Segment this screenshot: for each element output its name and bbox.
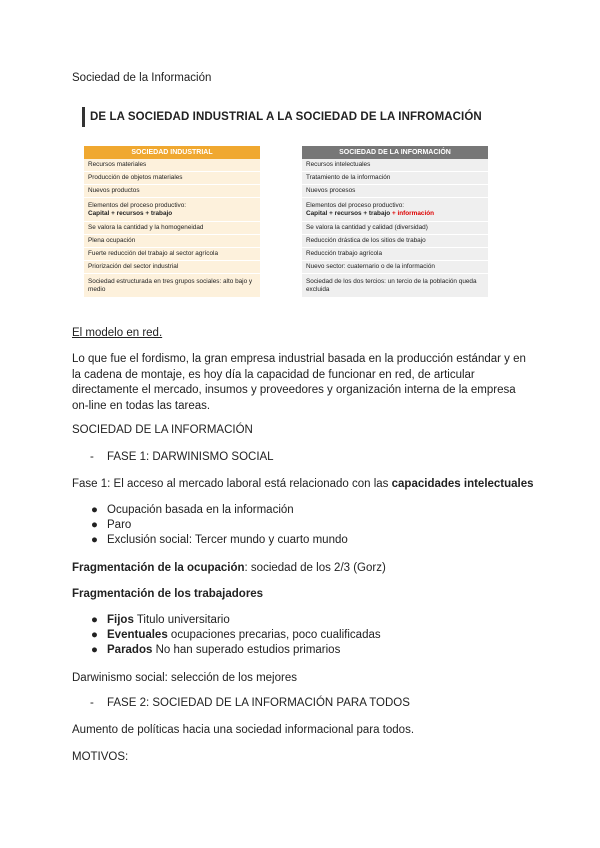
table-cell: Priorización del sector industrial [84,261,260,274]
cell-text: Elementos del proceso productivo: [306,201,405,209]
table-cell: Se valora la cantidad y calidad (diversidad) [302,222,488,235]
title-accent-bar [82,107,85,127]
model-heading: El modelo en red. [72,327,163,339]
list-item [107,629,381,641]
information-society-column [302,146,488,298]
table-cell: Plena ocupación [84,235,260,248]
model-paragraph: Lo que fue el fordismo, la gran empresa industrial basada en la producción estándar y en la cadena de montaje, es hoy día la capacidad de funcionar en red, de articular directamente el mercado, insumos y proveedores y organización interna de la empresa on-line en todas las tareas. [72,353,526,412]
occupation-fragmentation-bold: Fragmentación de la ocupación [72,562,245,574]
bullet-marker: ● [91,519,98,531]
page-title: Sociedad de la Información [72,72,212,84]
workers-fragmentation-heading: Fragmentación de los trabajadores [72,588,264,600]
phase1-bold: capacidades intelectuales [391,478,534,490]
phase1-paragraph [72,477,534,493]
formula-highlight: + información [391,209,435,217]
section-heading: SOCIEDAD DE LA INFORMACIÓN [72,424,253,436]
worker-type: Eventuales [107,629,168,641]
formula-base: Capital + recursos + trabajo [306,209,391,217]
table-cell: Fuerte reducción del trabajo al sector agrícola [84,248,260,261]
worker-type: Parados [107,644,153,656]
table-cell: Recursos materiales [84,159,260,172]
worker-description: Titulo universitario [133,614,230,626]
table-cell: Sociedad estructurada en tres grupos sociales: alto bajo y medio [84,274,260,298]
table-cell: Nuevo sector: cuaternario o de la información [302,261,488,274]
table-cell: Nuevos procesos [302,185,488,198]
figure-title: DE LA SOCIEDAD INDUSTRIAL A LA SOCIEDAD DE LA INFROMACIÓN [90,111,482,123]
comparison-figure [76,101,497,321]
phase2-paragraph: Aumento de políticas hacia una sociedad informacional para todos. [72,724,415,736]
bullet-marker: ● [91,534,98,546]
dash-marker: - [90,697,94,709]
table-cell: Reducción trabajo agrícola [302,248,488,261]
table-cell [302,198,488,222]
list-item: Paro [107,519,132,531]
occupation-fragmentation-text: : sociedad de los 2/3 (Gorz) [244,562,386,574]
cell-formula: Capital + recursos + trabajo [88,209,173,217]
phase1-text: Fase 1: El acceso al mercado laboral está relacionado con las [72,478,389,490]
bullet-marker: ● [91,629,98,641]
phase2-heading: FASE 2: SOCIEDAD DE LA INFORMACIÓN PARA TODOS [107,697,410,709]
table-cell: Se valora la cantidad y la homogeneidad [84,222,260,235]
worker-description: ocupaciones precarias, poco cualificadas [167,629,381,641]
darwinism-text: Darwinismo social: selección de los mejores [72,672,297,684]
bullet-marker: ● [91,644,98,656]
phase1-heading: FASE 1: DARWINISMO SOCIAL [107,451,274,463]
table-cell: Producción de objetos materiales [84,172,260,185]
table-cell: Recursos intelectuales [302,159,488,172]
column-header: SOCIEDAD INDUSTRIAL [84,146,260,159]
worker-description: No han superado estudios primarios [152,644,341,656]
list-item: Exclusión social: Tercer mundo y cuarto mundo [107,534,348,546]
bullet-marker: ● [91,504,98,516]
table-cell [84,198,260,222]
table-cell: Sociedad de los dos tercios: un tercio de la población queda excluida [302,274,488,298]
table-cell: Nuevos productos [84,185,260,198]
industrial-society-column [84,146,260,298]
worker-type: Fijos [107,614,134,626]
dash-marker: - [90,451,94,463]
list-item: Ocupación basada en la información [107,504,294,516]
table-cell: Reducción drástica de los sitios de trabajo [302,235,488,248]
list-item [107,644,340,656]
table-cell: Tratamiento de la información [302,172,488,185]
column-header: SOCIEDAD DE LA INFORMACIÓN [302,146,488,159]
occupation-fragmentation [72,561,386,577]
cell-text: Elementos del proceso productivo: [88,201,187,209]
bullet-marker: ● [91,614,98,626]
list-item [107,614,230,626]
motivos-heading: MOTIVOS: [72,751,129,763]
cell-formula [306,210,484,218]
